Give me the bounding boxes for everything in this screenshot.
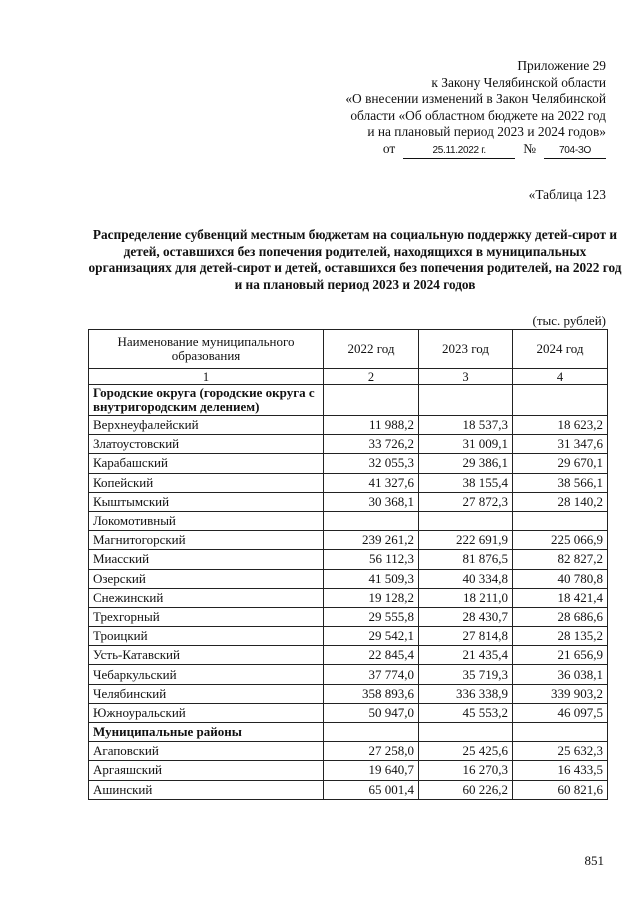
- value-2023: 16 270,3: [419, 761, 513, 780]
- value-2023: 222 691,9: [419, 531, 513, 550]
- value-2024: 225 066,9: [513, 531, 608, 550]
- section-row: [89, 385, 608, 416]
- value-2024: 29 670,1: [513, 454, 608, 473]
- law-date-line: [345, 141, 606, 159]
- value-2022: 65 001,4: [324, 780, 419, 799]
- empty-cell: [513, 723, 608, 742]
- table-row: [89, 742, 608, 761]
- value-2023: 35 719,3: [419, 665, 513, 684]
- appendix-line: к Закону Челябинской области: [431, 74, 606, 90]
- value-2024: 339 903,2: [513, 684, 608, 703]
- value-2024: 28 140,2: [513, 492, 608, 511]
- table-reference: «Таблица 123: [528, 187, 606, 202]
- table-header-row: [89, 330, 608, 369]
- value-2024: 40 780,8: [513, 569, 608, 588]
- document-title: Распределение субвенций местным бюджетам на социальную поддержку детей-сирот и детей, оставшихся без попечения родителей, находящихся в муниципальных организациях для детей-сирот и детей, оставшихся без попечения родителей, на 2022 год и на плановый период 2023 и 2024 годов: [88, 227, 622, 292]
- value-2023: 38 155,4: [419, 473, 513, 492]
- municipality-name: Локомотивный: [89, 511, 324, 530]
- table-row: [89, 588, 608, 607]
- value-2023: 21 435,4: [419, 646, 513, 665]
- value-2022: 27 258,0: [324, 742, 419, 761]
- law-date: 25.11.2022 г.: [403, 143, 515, 159]
- subventions-table: [88, 329, 608, 800]
- date-prefix: от: [382, 140, 396, 156]
- table-body: [89, 385, 608, 800]
- municipality-name: Озерский: [89, 569, 324, 588]
- column-numbers-row: [89, 369, 608, 385]
- header-municipality: Наименование муниципального образования: [89, 330, 324, 369]
- table-row: [89, 569, 608, 588]
- municipality-name: Златоустовский: [89, 435, 324, 454]
- value-2024: 18 421,4: [513, 588, 608, 607]
- empty-cell: [513, 385, 608, 416]
- value-2022: [324, 511, 419, 530]
- header-2023: 2023 год: [419, 330, 513, 369]
- table-row: [89, 646, 608, 665]
- municipality-name: Южноуральский: [89, 703, 324, 722]
- value-2022: 19 128,2: [324, 588, 419, 607]
- appendix-line: «О внесении изменений в Закон Челябинской: [345, 91, 606, 106]
- value-2023: 18 537,3: [419, 416, 513, 435]
- value-2022: 22 845,4: [324, 646, 419, 665]
- column-number: 4: [513, 369, 608, 385]
- municipality-name: Трехгорный: [89, 607, 324, 626]
- value-2023: 25 425,6: [419, 742, 513, 761]
- number-sign: №: [523, 140, 536, 156]
- appendix-line: Приложение 29: [517, 58, 606, 73]
- value-2022: 239 261,2: [324, 531, 419, 550]
- value-2023: 29 386,1: [419, 454, 513, 473]
- value-2023: 81 876,5: [419, 550, 513, 569]
- municipality-name: Магнитогорский: [89, 531, 324, 550]
- section-row: [89, 723, 608, 742]
- value-2023: 27 814,8: [419, 627, 513, 646]
- municipality-name: Карабашский: [89, 454, 324, 473]
- section-title: Муниципальные районы: [89, 723, 324, 742]
- section-title: Городские округа (городские округа с внутригородским делением): [89, 385, 324, 416]
- value-2024: 46 097,5: [513, 703, 608, 722]
- column-number: 2: [324, 369, 419, 385]
- municipality-name: Копейский: [89, 473, 324, 492]
- value-2022: 30 368,1: [324, 492, 419, 511]
- table-row: [89, 511, 608, 530]
- value-2024: 21 656,9: [513, 646, 608, 665]
- municipality-name: Агаповский: [89, 742, 324, 761]
- value-2024: 28 686,6: [513, 607, 608, 626]
- value-2023: 45 553,2: [419, 703, 513, 722]
- value-2022: 33 726,2: [324, 435, 419, 454]
- table-row: [89, 665, 608, 684]
- header-2024: 2024 год: [513, 330, 608, 369]
- municipality-name: Верхнеуфалейский: [89, 416, 324, 435]
- municipality-name: Чебаркульский: [89, 665, 324, 684]
- municipality-name: Кыштымский: [89, 492, 324, 511]
- table-row: [89, 473, 608, 492]
- page-number: 851: [584, 853, 604, 868]
- value-2022: 37 774,0: [324, 665, 419, 684]
- value-2022: 56 112,3: [324, 550, 419, 569]
- table-row: [89, 531, 608, 550]
- municipality-name: Ашинский: [89, 780, 324, 799]
- value-2022: 32 055,3: [324, 454, 419, 473]
- value-2022: 41 327,6: [324, 473, 419, 492]
- empty-cell: [324, 723, 419, 742]
- column-number: 1: [89, 369, 324, 385]
- empty-cell: [419, 723, 513, 742]
- municipality-name: Челябинский: [89, 684, 324, 703]
- value-2023: 336 338,9: [419, 684, 513, 703]
- appendix-line: области «Об областном бюджете на 2022 год: [350, 107, 606, 123]
- value-2023: 28 430,7: [419, 607, 513, 626]
- value-2022: 19 640,7: [324, 761, 419, 780]
- value-2023: 27 872,3: [419, 492, 513, 511]
- appendix-line: и на плановый период 2023 и 2024 годов»: [367, 124, 606, 139]
- value-2023: [419, 511, 513, 530]
- value-2024: 38 566,1: [513, 473, 608, 492]
- value-2022: 29 542,1: [324, 627, 419, 646]
- value-2022: 29 555,8: [324, 607, 419, 626]
- municipality-name: Миасский: [89, 550, 324, 569]
- municipality-name: Аргаяшский: [89, 761, 324, 780]
- value-2022: 11 988,2: [324, 416, 419, 435]
- table-row: [89, 416, 608, 435]
- value-2022: 50 947,0: [324, 703, 419, 722]
- table-row: [89, 684, 608, 703]
- value-2024: 82 827,2: [513, 550, 608, 569]
- empty-cell: [419, 385, 513, 416]
- value-2023: 31 009,1: [419, 435, 513, 454]
- value-2024: 60 821,6: [513, 780, 608, 799]
- municipality-name: Троицкий: [89, 627, 324, 646]
- value-2022: 41 509,3: [324, 569, 419, 588]
- table-row: [89, 607, 608, 626]
- value-2024: 16 433,5: [513, 761, 608, 780]
- table-row: [89, 454, 608, 473]
- table-row: [89, 550, 608, 569]
- value-2023: 18 211,0: [419, 588, 513, 607]
- table-row: [89, 492, 608, 511]
- value-2024: 36 038,1: [513, 665, 608, 684]
- units-label: (тыс. рублей): [532, 313, 606, 328]
- value-2023: 60 226,2: [419, 780, 513, 799]
- value-2023: 40 334,8: [419, 569, 513, 588]
- header-2022: 2022 год: [324, 330, 419, 369]
- value-2024: 18 623,2: [513, 416, 608, 435]
- municipality-name: Усть-Катавский: [89, 646, 324, 665]
- column-number: 3: [419, 369, 513, 385]
- value-2024: 25 632,3: [513, 742, 608, 761]
- value-2024: 31 347,6: [513, 435, 608, 454]
- law-number: 704-ЗО: [544, 143, 606, 159]
- municipality-name: Снежинский: [89, 588, 324, 607]
- empty-cell: [324, 385, 419, 416]
- value-2024: 28 135,2: [513, 627, 608, 646]
- table-row: [89, 703, 608, 722]
- table-row: [89, 627, 608, 646]
- value-2024: [513, 511, 608, 530]
- table-row: [89, 435, 608, 454]
- table-row: [89, 780, 608, 799]
- value-2022: 358 893,6: [324, 684, 419, 703]
- appendix-header: [345, 58, 606, 159]
- table-row: [89, 761, 608, 780]
